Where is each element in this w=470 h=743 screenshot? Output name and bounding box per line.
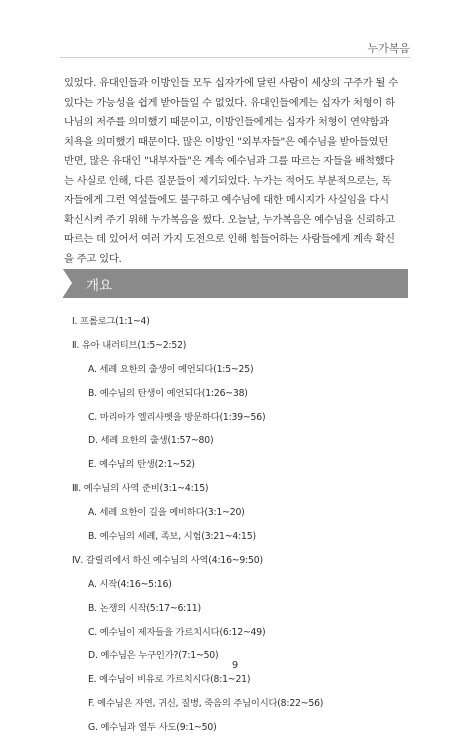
outline-subsection-item: E. 예수님이 비유로 가르치시다(8:1~21) [88,674,251,686]
outline-subsection-item: C. 예수님이 제자들을 가르치시다(6:12~49) [88,626,266,638]
page-number: 9 [231,660,239,671]
body-line: 자들에게 그런 역설들에도 불구하고 예수님에 대한 메시지가 사실임을 다시 [64,194,389,207]
section-banner [63,269,408,298]
outline-subsection-item: A. 세례 요한이 길을 예비하다(3:1~20) [88,507,245,519]
outline-section-item: Ⅰ. 프롤로그(1:1~4) [72,316,150,327]
outline-subsection-item: B. 예수님의 세례, 족보, 시험(3:21~4:15) [88,531,256,543]
body-line: 을 주고 있다. [64,252,122,265]
outline-section-item: Ⅳ. 갈릴리에서 하신 예수님의 사역(4:16~9:50) [72,554,263,566]
section-title: 개요 [86,278,113,294]
outline-subsection-item: G. 예수님과 열두 사도(9:1~50) [88,722,217,734]
outline-subsection-item: B. 예수님의 탄생이 예언되다(1:26~38) [88,387,248,399]
body-line: 나님의 저주를 의미했기 때문이고, 이방인들에게는 십자가 처형이 연약함과 [64,116,389,129]
outline-subsection-item: F. 예수님은 자연, 귀신, 질병, 죽음의 주님이시다(8:22~56) [88,698,324,710]
banner-arrow-notch [63,269,72,297]
body-line: 확신시켜 주기 위해 누가복음을 썼다. 오늘날, 누가복음은 예수님을 신뢰하고 [64,213,395,226]
body-line: 치욕을 의미했기 때문이다. 많은 이방인 "외부자들"은 예수님을 받아들였던 [64,135,389,148]
body-line: 는 사실로 인해, 다른 질문들이 제기되었다. 누가는 적어도 부분적으로는, 독 [64,174,392,187]
body-paragraph [64,74,408,269]
outline-subsection-item: A. 시작(4:16~5:16) [88,578,172,590]
outline-subsection-item: C. 마리아가 엘리사벳을 방문하다(1:39~56) [88,411,266,423]
header-divider [60,57,410,58]
outline-subsection-item: B. 논쟁의 시작(5:17~6:11) [88,602,201,614]
outline-section-item: Ⅱ. 유아 내러티브(1:5~2:52) [72,339,187,351]
outline-subsection-item: A. 세례 요한의 출생이 예언되다(1:5~25) [88,363,254,375]
body-line: 따르는 데 있어서 여러 가지 도전으로 인해 힘들어하는 사람들에게 계속 확신 [64,233,395,246]
body-line: 있었다. 유대인들과 이방인들 모두 십자가에 달린 사람이 세상의 구주가 될 수 [64,77,398,89]
outline-list [72,313,412,743]
body-line: 반면, 많은 유대인 "내부자들"은 계속 예수님과 그를 따르는 자들을 배척했다 [64,155,395,168]
outline-subsection-item: E. 예수님의 탄생(2:1~52) [88,459,195,471]
outline-subsection-item: D. 세례 요한의 출생(1:57~80) [88,435,214,447]
running-head-title: 누가복음 [367,42,410,55]
outline-subsection-item: D. 예수님은 누구인가?(7:1~50) [88,650,219,662]
body-line: 있다는 가능성을 쉽게 받아들일 수 없었다. 유대인들에게는 십자가 처형이 하 [64,96,395,109]
outline-section-item: Ⅲ. 예수님의 사역 준비(3:1~4:15) [72,483,209,495]
